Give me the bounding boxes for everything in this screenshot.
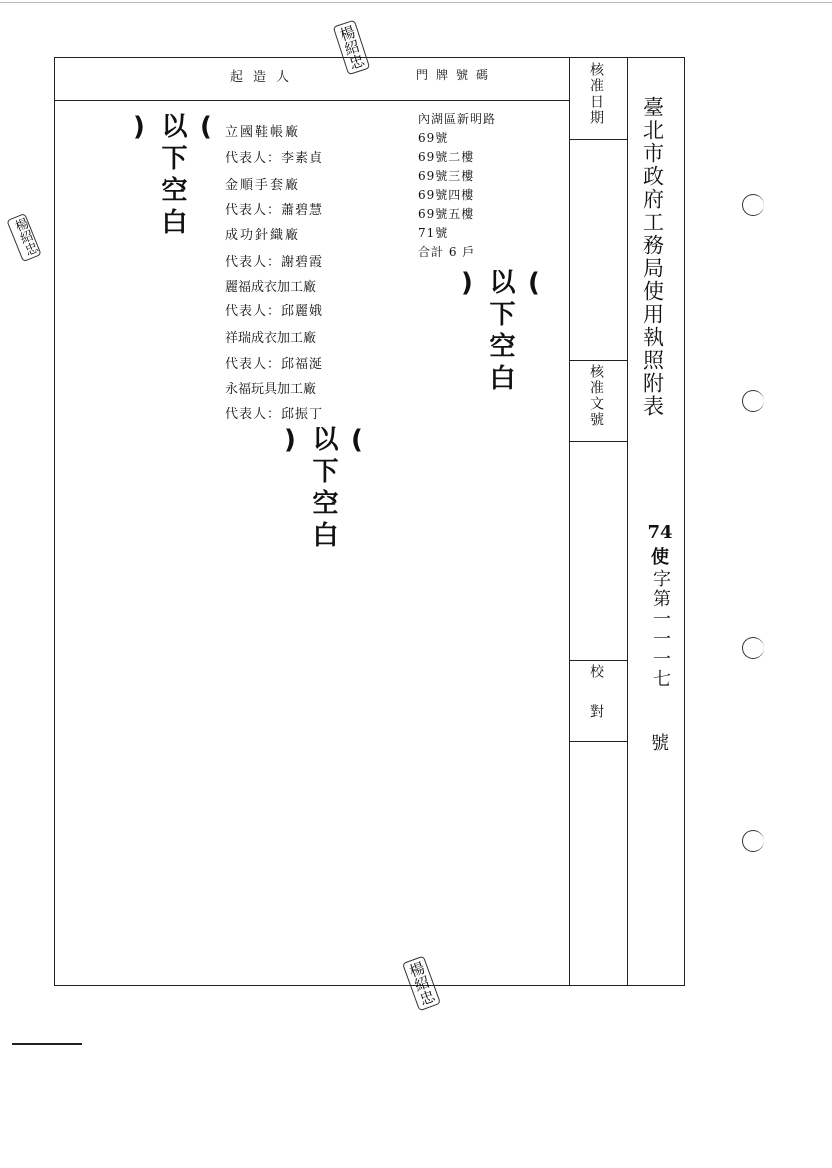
- address-line: 69號二樓: [418, 150, 475, 164]
- punch-hole: [742, 830, 764, 852]
- date-cell-bottom: [569, 360, 627, 361]
- address-line: 內湖區新明路: [418, 112, 497, 126]
- builder-line: 代表人：邱振丁: [225, 407, 324, 422]
- check-label: 校對: [588, 664, 604, 744]
- approval-number-label: 核准文號: [588, 364, 604, 428]
- punch-hole: [742, 637, 764, 659]
- punch-hole: [742, 194, 764, 216]
- blank-mark-builders: ( 以下空白 ): [275, 425, 372, 553]
- permit-number-suffix: 號: [651, 733, 669, 754]
- builder-line: 代表人：邱麗娥: [225, 304, 324, 319]
- header-builder: 起造人: [230, 70, 300, 85]
- address-line: 69號四樓: [418, 188, 475, 202]
- header-address: 門牌號碼: [416, 68, 497, 82]
- header-divider: [54, 100, 569, 101]
- seal-bottom: 楊紹忠: [402, 956, 441, 1012]
- address-line: 69號三樓: [418, 169, 475, 183]
- approval-date-label: 核准日期: [588, 62, 604, 126]
- address-line: 69號: [418, 131, 449, 145]
- builder-line: 祥瑞成衣加工廠: [225, 331, 317, 346]
- builder-line: 代表人：李素貞: [225, 151, 324, 166]
- builder-line: 代表人：蕭碧慧: [225, 203, 324, 218]
- permit-number-type: 使: [651, 547, 669, 568]
- side-column-divider-left: [569, 57, 570, 986]
- permit-attachment-title: 臺北市政府工務局使用執照附表: [640, 96, 665, 418]
- address-line: 69號五樓: [418, 207, 475, 221]
- builder-line: 代表人：謝碧霞: [225, 255, 324, 270]
- permit-number-prefix: 74: [647, 522, 673, 543]
- permit-number: [640, 522, 680, 755]
- date-cell-divider: [569, 139, 627, 140]
- address-line: 合計 6 戶: [418, 245, 476, 259]
- docno-cell-divider: [569, 441, 627, 442]
- side-column-divider-right: [627, 57, 628, 986]
- blank-mark-left: ( 以下空白 ): [124, 112, 221, 240]
- address-line: 71號: [418, 226, 449, 240]
- scan-artifact-line: [12, 1043, 82, 1045]
- builder-line: 永福玩具加工廠: [225, 382, 317, 397]
- seal-left: 楊紹忠: [6, 213, 42, 262]
- punch-hole: [742, 390, 764, 412]
- seal-top: 楊紹忠: [333, 20, 370, 75]
- builder-line: 代表人：邱福涎: [225, 357, 324, 372]
- docno-cell-bottom: [569, 660, 627, 661]
- builder-line: 立國鞋帳廠: [225, 125, 301, 140]
- blank-mark-address: ( 以下空白 ): [452, 268, 549, 396]
- builder-line: 成功針織廠: [225, 228, 301, 243]
- permit-number-body: 字第一一一七: [650, 569, 671, 689]
- builder-line: 麗福成衣加工廠: [225, 280, 317, 295]
- builder-line: 金順手套廠: [225, 178, 301, 193]
- top-edge-noise: [0, 2, 832, 3]
